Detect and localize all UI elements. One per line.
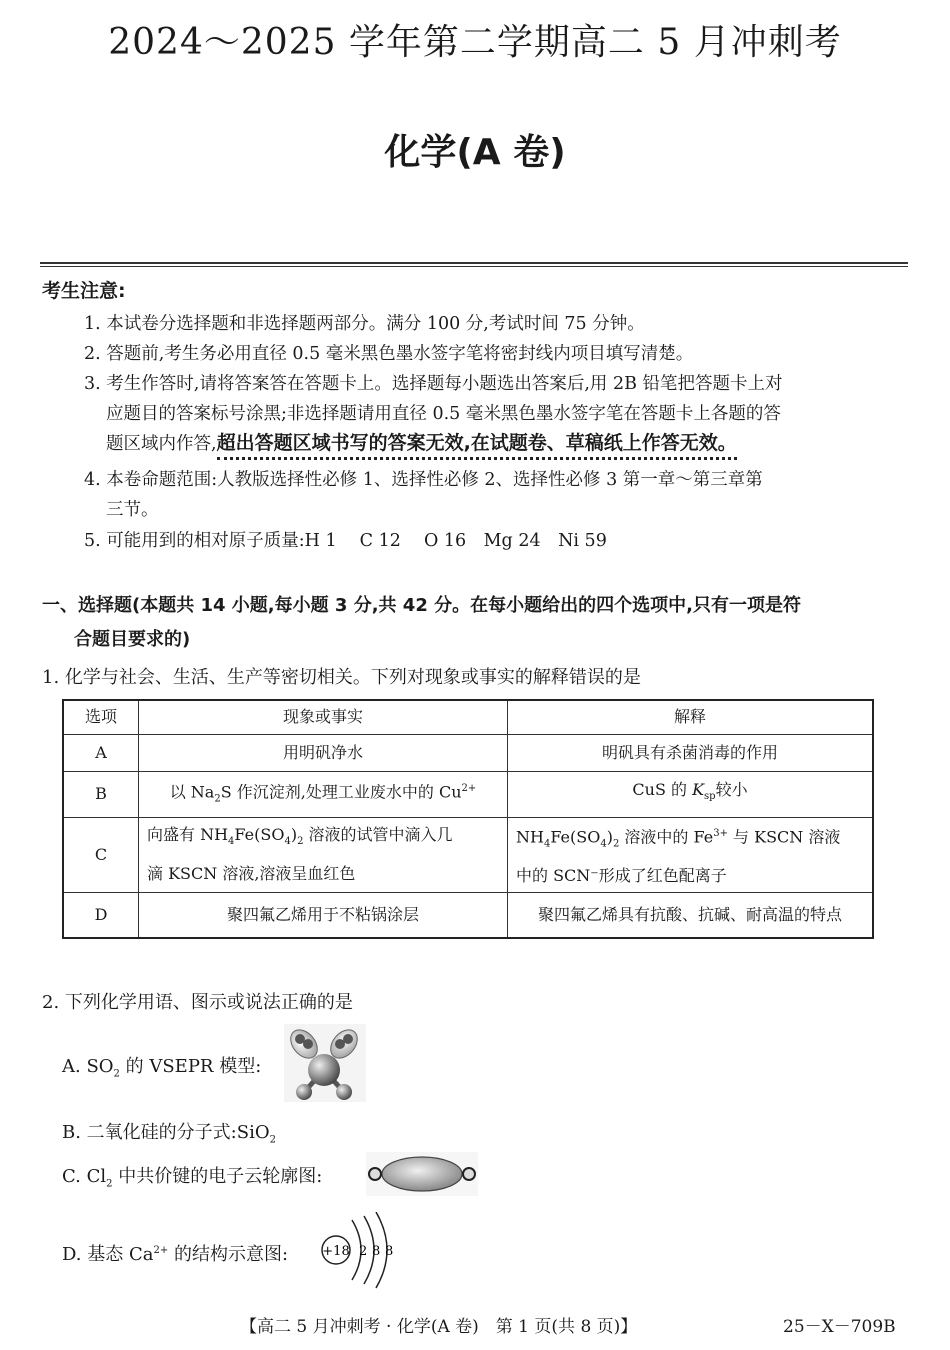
- notice-item-1: 1. 本试卷分选择题和非选择题两部分。满分 100 分,考试时间 75 分钟。: [84, 314, 645, 334]
- header-divider-thin: [40, 266, 908, 267]
- table-header-explanation: 解释: [508, 700, 874, 734]
- option-c: C: [63, 817, 139, 893]
- explanation-d: 聚四氟乙烯具有抗酸、抗碱、耐高温的特点: [508, 893, 874, 938]
- cl2-electron-cloud-image: [366, 1152, 478, 1196]
- notice-item-2: 2. 答题前,考生务必用直径 0.5 毫米黑色墨水签字笔将密封线内项目填写清楚。: [84, 344, 694, 364]
- fact-d: 聚四氟乙烯用于不粘锅涂层: [139, 893, 508, 938]
- notice-item-3-prefix: 题区域内作答,: [106, 434, 217, 454]
- table-header-option: 选项: [63, 700, 139, 734]
- notice-item-3-line-1: 3. 考生作答时,请将答案答在答题卡上。选择题每小题选出答案后,用 2B 铅笔把答题卡上对: [84, 374, 783, 394]
- notice-item-4-line-1: 4. 本卷命题范围:人教版选择性必修 1、选择性必修 2、选择性必修 3 第一章～第三章第: [84, 470, 763, 490]
- explanation-a: 明矾具有杀菌消毒的作用: [508, 734, 874, 771]
- q2-option-b: B. 二氧化硅的分子式:SiO$_2$: [62, 1122, 276, 1146]
- notice-emphasis: 超出答题区域书写的答案无效,在试题卷、草稿纸上作答无效。: [217, 432, 737, 460]
- section-heading-line-2: 合题目要求的): [74, 629, 191, 650]
- notice-item-3-line-2: 应题目的答案标号涂黑;非选择题请用直径 0.5 毫米黑色墨水签字笔在答题卡上各题的答: [106, 404, 781, 424]
- notice-item-3-line-3: [106, 428, 737, 455]
- shell-1-electrons: 2: [359, 1244, 368, 1259]
- explanation-b: CuS 的 $K_{sp}$较小: [508, 771, 874, 817]
- ca-ion-structure-diagram: [318, 1212, 410, 1292]
- fact-c: 向盛有 $NH_4Fe(SO_4)_2$ 溶液的试管中滴入几 滴 KSCN 溶液,溶液呈血红色: [139, 817, 508, 893]
- table-row-c: [63, 817, 873, 893]
- table-row-d: [63, 893, 873, 938]
- exam-title: 2024～2025 学年第二学期高二 5 月冲刺考: [108, 22, 842, 63]
- so2-vsepr-model-image: [284, 1024, 366, 1102]
- nucleus-charge: +18: [322, 1244, 350, 1259]
- subject-title: 化学(A 卷): [384, 132, 566, 173]
- footer-code: 25－X－709B: [783, 1317, 896, 1337]
- q1-stem: 1. 化学与社会、生活、生产等密切相关。下列对现象或事实的解释错误的是: [42, 667, 641, 688]
- table-header-fact: 现象或事实: [139, 700, 508, 734]
- q2-option-c: C. $Cl_2$ 中共价键的电子云轮廓图:: [62, 1166, 323, 1190]
- q2-stem: 2. 下列化学用语、图示或说法正确的是: [42, 992, 353, 1013]
- shell-3-electrons: 8: [385, 1244, 394, 1259]
- notice-item-4-line-2: 三节。: [106, 500, 159, 520]
- fact-b: 以 $Na_2S$ 作沉淀剂,处理工业废水中的 $Cu^{2+}$: [139, 771, 508, 817]
- shell-2-electrons: 8: [372, 1244, 381, 1259]
- explanation-c: $NH_4Fe(SO_4)_2$ 溶液中的 $Fe^{3+}$ 与 KSCN 溶液 中的 SCN⁻形成了红色配离子: [508, 817, 874, 893]
- header-divider: [40, 262, 908, 264]
- table-row-b: [63, 771, 873, 817]
- option-a: A: [63, 734, 139, 771]
- option-b: B: [63, 771, 139, 817]
- section-heading-line-1: 一、选择题(本题共 14 小题,每小题 3 分,共 42 分。在每小题给出的四个选项中,只有一项是符: [42, 595, 801, 616]
- notice-heading: 考生注意:: [42, 280, 126, 302]
- q2-option-a: A. $SO_2$ 的 VSEPR 模型:: [62, 1056, 262, 1080]
- table-row-a: [63, 734, 873, 771]
- fact-a: 用明矾净水: [139, 734, 508, 771]
- option-d: D: [63, 893, 139, 938]
- q2-option-d: D. 基态 $Ca^{2+}$ 的结构示意图:: [62, 1244, 289, 1265]
- footer-page-info: 【高二 5 月冲刺考 · 化学(A 卷) 第 1 页(共 8 页)】: [240, 1317, 638, 1337]
- q1-table: [62, 699, 874, 939]
- notice-item-5: 5. 可能用到的相对原子质量:H 1 C 12 O 16 Mg 24 Ni 59: [84, 531, 607, 551]
- table-header-row: [63, 700, 873, 734]
